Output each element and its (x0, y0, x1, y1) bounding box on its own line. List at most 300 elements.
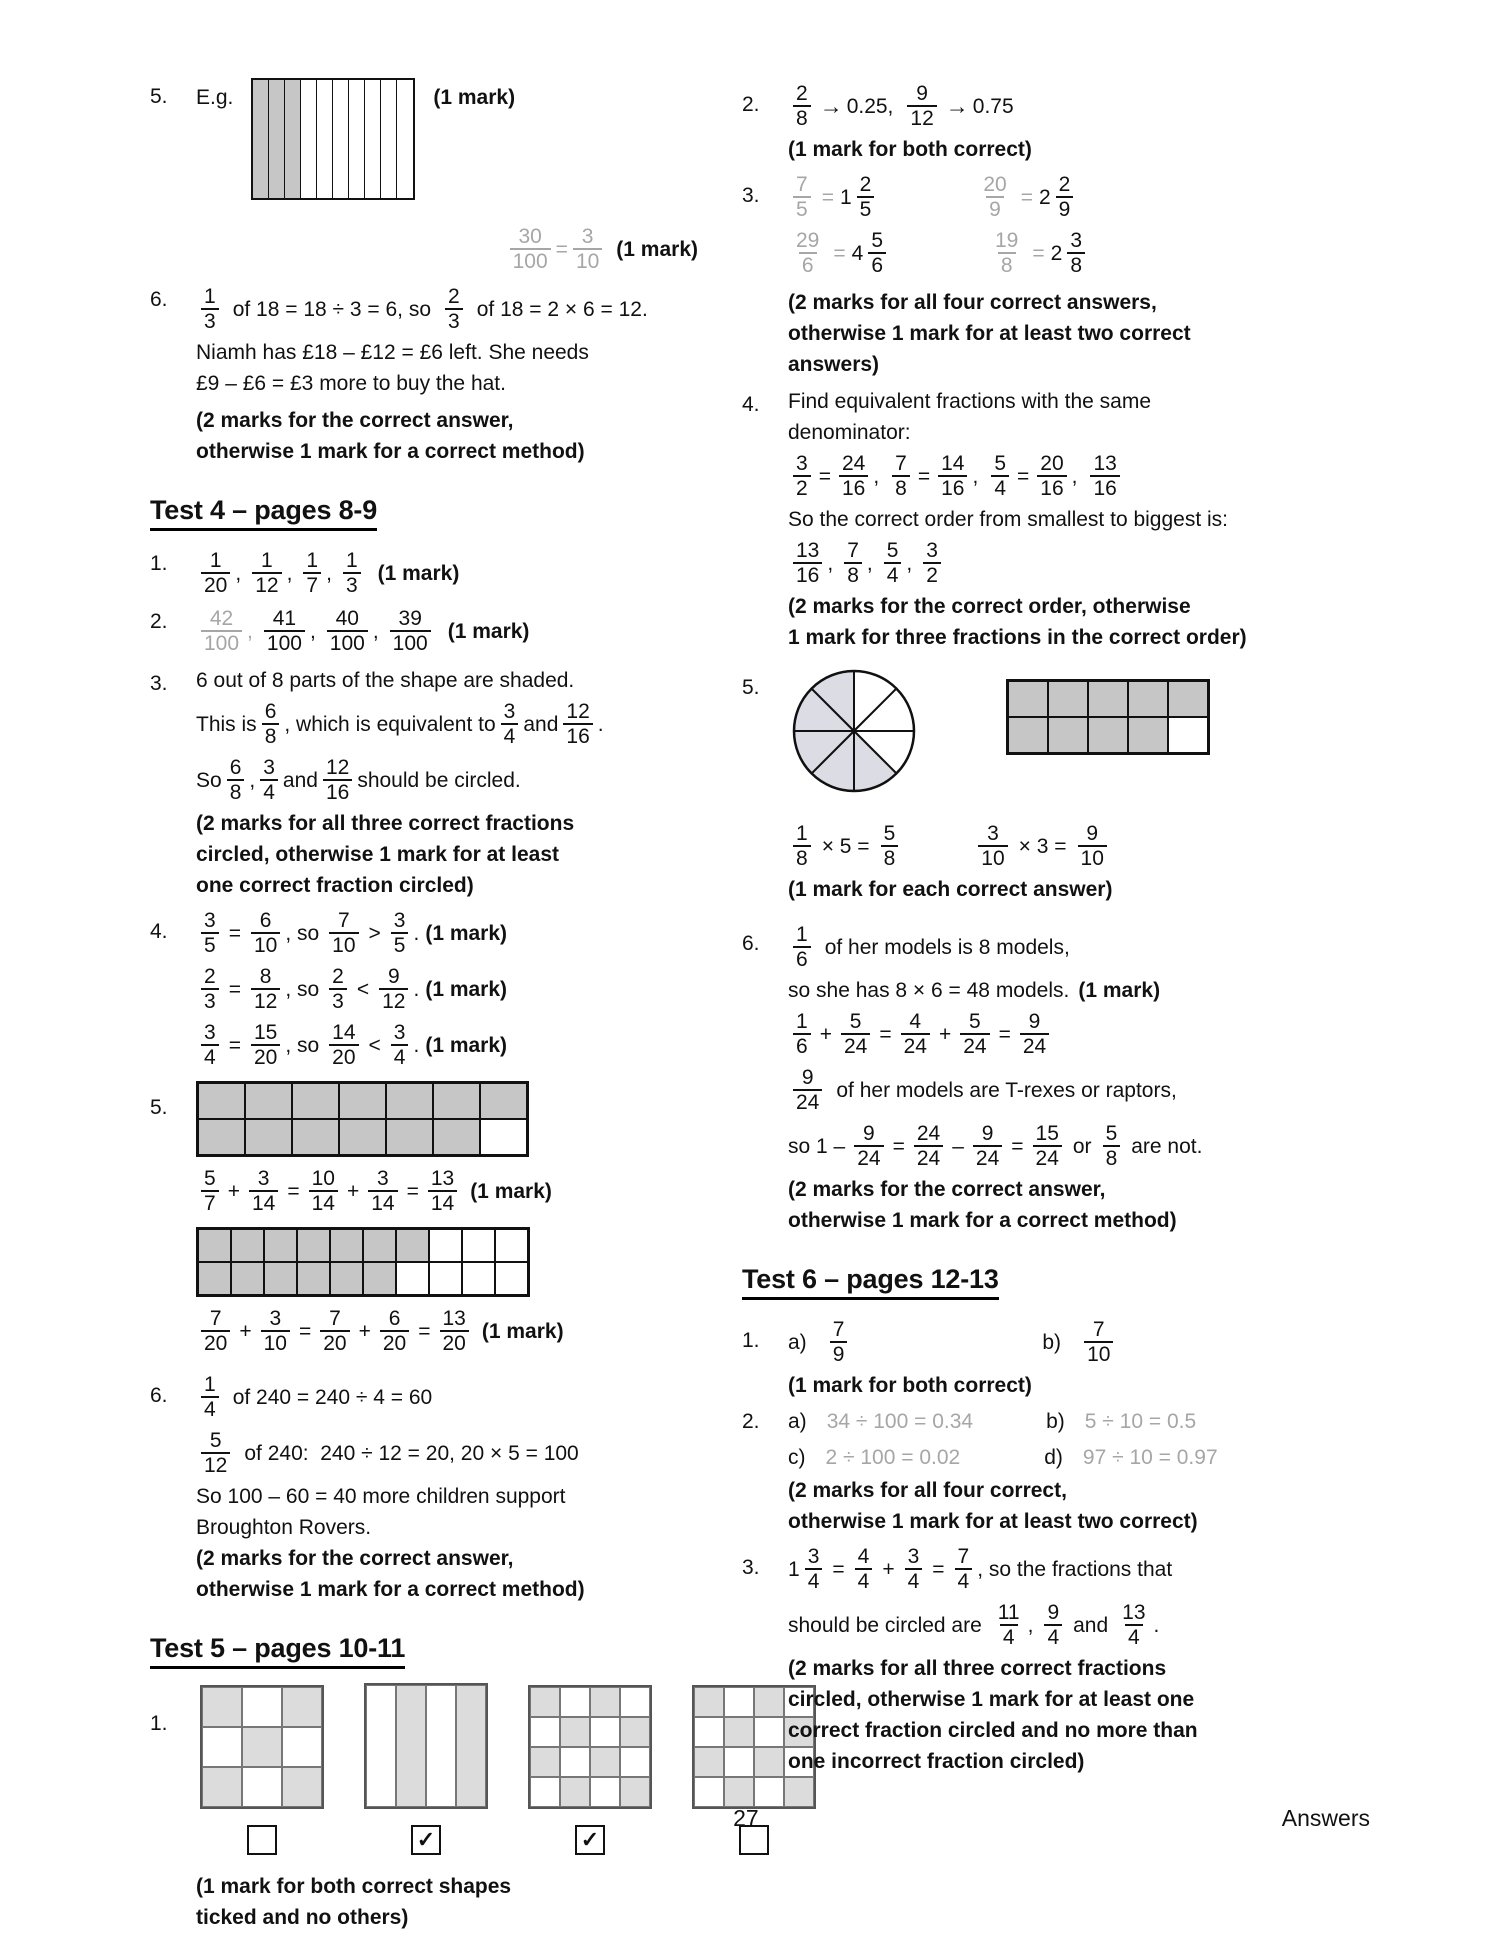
grid-cell (590, 1687, 620, 1717)
comma: , (309, 619, 316, 643)
grid-cell (530, 1717, 560, 1747)
text-segment: of 18 = 2 × 6 = 12. (476, 297, 648, 321)
test3-item-4 (742, 386, 1302, 653)
text-segment: of 18 = 18 ÷ 3 = 6, so (232, 297, 432, 321)
grid-cell (1128, 717, 1168, 753)
comma: , (1027, 1613, 1034, 1637)
grid-cell (694, 1747, 724, 1777)
fraction-7-8: $\frac{7}{8}$ (844, 540, 862, 587)
text-line: Find equivalent fractions with the same (788, 390, 1152, 413)
item-number: 2. (742, 93, 760, 116)
answer-item-5 (150, 78, 698, 273)
mark-note-line: (1 mark for both correct shapes (196, 1875, 512, 1898)
division-answer: 2 ÷ 100 = 0.02 (825, 1445, 961, 1469)
grid-cell (202, 1727, 242, 1767)
fraction-7-10: $\frac{7}{10}$ (1084, 1319, 1113, 1366)
fraction-5-6: $\frac{5}{6}$ (868, 230, 886, 277)
mark-note-line: (2 marks for the correct answer, (196, 409, 514, 432)
equals-sign: = (298, 1319, 312, 1343)
mark-label: (1 mark) (425, 977, 508, 1001)
arrow-right-icon: → (819, 92, 843, 119)
mark-note-line: otherwise 1 mark for a correct method) (788, 1209, 1177, 1232)
stripe-cell (381, 80, 397, 198)
division-answer: 97 ÷ 10 = 0.97 (1082, 1445, 1218, 1469)
fraction-1-4: $\frac{1}{4}$ (201, 1374, 219, 1421)
fraction-13-16: $\frac{13}{16}$ (1090, 453, 1119, 500)
fraction-3-4: $\frac{3}{4}$ (391, 1022, 409, 1069)
grid-cell (1088, 681, 1128, 717)
stripe-cell (301, 80, 317, 198)
fraction-13-14: $\frac{13}{14}$ (428, 1168, 457, 1215)
two-column-layout (150, 78, 1400, 1935)
equals-sign: = (998, 1022, 1011, 1046)
test4-item-1 (150, 545, 698, 601)
fraction-2-3: $\frac{2}{3}$ (329, 966, 347, 1013)
fraction-24-24: $\frac{24}{24}$ (914, 1123, 943, 1170)
equals-sign: = (833, 241, 846, 265)
item-number: 1. (150, 1712, 168, 1735)
equals-sign: = (818, 464, 831, 488)
grid-cell (480, 1083, 527, 1119)
text-line: denominator: (788, 421, 911, 444)
mark-note-line: one incorrect fraction circled) (788, 1750, 1085, 1773)
mark-note-line: one correct fraction circled) (196, 874, 474, 897)
fraction-6-10: $\frac{6}{10}$ (251, 910, 280, 957)
mixed-number-pair (987, 230, 1090, 277)
equals-sign: = (879, 1022, 892, 1046)
multiply-expression: × 3 = (1018, 834, 1067, 858)
text-segment: are not. (1131, 1134, 1203, 1158)
grid-cell (198, 1262, 231, 1295)
grid-cell (297, 1229, 330, 1262)
text-segment: so she has 8 × 6 = 48 models. (788, 979, 1070, 1002)
item-number: 6. (150, 288, 168, 311)
checkbox-option-3[interactable]: ✓ (575, 1825, 605, 1855)
fraction-1-3: $\frac{1}{3}$ (201, 286, 219, 333)
mark-label: (1 mark) (481, 1319, 564, 1343)
fraction-9-24: $\frac{9}{24}$ (1020, 1011, 1049, 1058)
fraction-12-16: $\frac{12}{16}$ (563, 701, 592, 748)
stripe-cell (253, 80, 269, 198)
item-number: 5. (150, 1096, 168, 1119)
comparison-rows (196, 905, 698, 1073)
mark-note-line: (2 marks for all three correct fractions (196, 812, 575, 835)
fraction-9-24: $\frac{9}{24}$ (854, 1123, 883, 1170)
equals-sign: = (1017, 464, 1030, 488)
item-number: 5. (742, 676, 760, 699)
stripe-cell (333, 80, 349, 198)
so-text: , so (285, 1033, 320, 1057)
grid-cell (282, 1727, 322, 1767)
comparison-operator: < (368, 1033, 381, 1057)
comma: , (372, 619, 379, 643)
equals-sign: = (228, 977, 241, 1001)
fraction-1-20: $\frac{1}{20}$ (201, 550, 230, 597)
grid-diagram-14-cells (196, 1081, 529, 1157)
grid-cell (242, 1727, 282, 1767)
item-number: 4. (150, 920, 168, 943)
comma: , (286, 561, 293, 585)
fraction-sequence (196, 603, 698, 659)
fraction-4-4: $\frac{4}{4}$ (855, 1546, 873, 1593)
fraction-7-10: $\frac{7}{10}$ (329, 910, 358, 957)
grid-cell (462, 1262, 495, 1295)
text-segment: so 1 – (788, 1134, 846, 1158)
grid-cell (694, 1687, 724, 1717)
fraction-2-8: $\frac{2}{8}$ (793, 83, 811, 130)
fraction-9-12: $\frac{9}{12}$ (907, 83, 936, 130)
comma: , (247, 619, 253, 643)
fraction-7-9: $\frac{7}{9}$ (830, 1319, 848, 1366)
period: . (413, 977, 420, 1001)
fraction-7-20: $\frac{7}{20}$ (320, 1308, 349, 1355)
test4-item-3 (150, 665, 698, 901)
plus-operator: + (819, 1022, 832, 1046)
fraction-12-16: $\frac{12}{16}$ (323, 757, 352, 804)
mark-note-line: otherwise 1 mark for at least two correct (788, 322, 1191, 345)
mark-note-line: (1 mark for each correct answer) (788, 878, 1113, 901)
checkbox-option-2[interactable]: ✓ (411, 1825, 441, 1855)
plus-operator: + (938, 1022, 952, 1046)
text-line: So 100 – 60 = 40 more children support (196, 1485, 566, 1508)
equals-sign: = (228, 1033, 241, 1057)
equals-sign: = (287, 1179, 300, 1203)
page-number: 27 (733, 1805, 759, 1831)
text-segment: should be circled. (357, 768, 521, 792)
option-label: b) (1046, 1409, 1065, 1433)
item-number: 3. (742, 1556, 760, 1579)
equals-sign: = (228, 921, 241, 945)
grid-cell (198, 1083, 245, 1119)
grid-cell (1008, 717, 1048, 753)
test6-heading: Test 6 – pages 12-13 (742, 1264, 999, 1300)
fraction-1-12: $\frac{1}{12}$ (252, 550, 281, 597)
grid-cell (1048, 681, 1088, 717)
text-line: So the correct order from smallest to biggest is: (788, 508, 1229, 531)
mark-note-line: circled, otherwise 1 mark for at least (196, 843, 559, 866)
circled-fractions-row (788, 1597, 1302, 1653)
equals-sign: = (932, 1557, 945, 1581)
grid-cell (339, 1083, 386, 1119)
comma: , (326, 561, 332, 585)
grid-cell (1168, 717, 1208, 753)
fraction-20-16: $\frac{20}{16}$ (1037, 453, 1066, 500)
equals-sign: = (418, 1319, 431, 1343)
grid-cell (363, 1229, 396, 1262)
plus-operator: + (227, 1179, 240, 1203)
equals-sign: = (832, 1557, 845, 1581)
grid-cell (480, 1119, 527, 1155)
comparison-row (196, 905, 698, 961)
text-line: Broughton Rovers. (196, 1516, 372, 1539)
fraction-3-4: $\frac{3}{4}$ (260, 757, 278, 804)
equals-sign: = (1020, 185, 1033, 209)
fraction-subtraction-row (788, 1118, 1302, 1174)
grid-cell (620, 1777, 650, 1807)
text-segment: or (1072, 1134, 1092, 1158)
grid-cell (754, 1777, 784, 1807)
test4-item-5 (150, 1081, 698, 1359)
stripe-cell (317, 80, 333, 198)
fraction-1-8: $\frac{1}{8}$ (793, 823, 811, 870)
fraction-7-8: $\frac{7}{8}$ (892, 453, 910, 500)
grid-cell (396, 1229, 429, 1262)
grid-cell (456, 1685, 486, 1807)
grid-cell (1168, 681, 1208, 717)
fraction-3-4: $\frac{3}{4}$ (805, 1546, 823, 1593)
text-segment: So (196, 768, 222, 792)
fraction-3-4: $\frac{3}{4}$ (201, 1022, 219, 1069)
grid-cell (363, 1262, 396, 1295)
item-number: 5. (150, 85, 168, 108)
plus-operator: + (239, 1319, 252, 1343)
fraction-3-14: $\frac{3}{14}$ (368, 1168, 397, 1215)
grid-cell (202, 1687, 242, 1727)
item-number: 1. (742, 1329, 760, 1352)
fraction-42-100: $\frac{42}{100}$ (201, 608, 242, 655)
test6-item-2 (742, 1403, 1302, 1537)
comma: , (249, 768, 256, 792)
test6-item-3 (742, 1541, 1302, 1777)
item-number: 2. (742, 1410, 760, 1433)
answer-item-6 (150, 281, 698, 467)
mark-label: (1 mark) (377, 561, 460, 585)
fraction-11-4: $\frac{11}{4}$ (997, 1600, 1020, 1649)
fraction-5-24: $\frac{5}{24}$ (841, 1011, 870, 1058)
fraction-30-100: $\frac{30}{100}$ (510, 226, 551, 273)
grid-cell (530, 1777, 560, 1807)
grid-cell (297, 1262, 330, 1295)
fraction-5-24: $\frac{5}{24}$ (960, 1011, 989, 1058)
fraction-1-3: $\frac{1}{3}$ (343, 550, 361, 597)
test3-item-6 (742, 919, 1302, 1236)
item-number: 6. (150, 1384, 168, 1407)
mark-note-line: answers) (788, 353, 880, 376)
page-footer (0, 1805, 1500, 1832)
equals-sign: = (917, 464, 931, 488)
comma: , (972, 464, 979, 488)
text-segment: of 240 = 240 ÷ 4 = 60 (232, 1385, 433, 1409)
fraction-3-4: $\frac{3}{4}$ (905, 1546, 923, 1593)
fraction-3-14: $\frac{3}{14}$ (249, 1168, 278, 1215)
stripe-cell (269, 80, 285, 198)
fraction-2-5: $\frac{2}{5}$ (857, 174, 875, 221)
arrow-right-icon: → (945, 92, 969, 119)
right-column (742, 78, 1302, 1779)
grid-cell (590, 1777, 620, 1807)
grid-cell (429, 1262, 462, 1295)
item-number: 4. (742, 393, 760, 416)
fraction-sequence (196, 545, 698, 601)
mark-note-line: 1 mark for three fractions in the correct order) (788, 626, 1247, 649)
text-segment: of her models are T-rexes or raptors, (836, 1078, 1177, 1102)
grid-cell (433, 1083, 480, 1119)
fraction-3-2: $\frac{3}{2}$ (793, 453, 811, 500)
fraction-2-3: $\frac{2}{3}$ (445, 286, 463, 333)
fraction-13-4: $\frac{13}{4}$ (1122, 1600, 1146, 1649)
decimal-value: 0.75 (972, 94, 1014, 118)
grid-diagram-1-wrap (196, 1081, 698, 1157)
comma: , (827, 551, 834, 575)
fraction-5-8: $\frac{5}{8}$ (1103, 1123, 1121, 1170)
fraction-5-4: $\frac{5}{4}$ (884, 540, 902, 587)
grid-cell (560, 1717, 590, 1747)
shape-grid-2 (364, 1683, 488, 1809)
grid-cell (590, 1747, 620, 1777)
text-segment: of 240: 240 ÷ 12 = 20, 20 × 5 = 100 (244, 1441, 579, 1465)
option-label-b: b) (1042, 1330, 1062, 1354)
so-text: , so (285, 977, 320, 1001)
mark-note-line: (2 marks for the correct answer, (788, 1178, 1106, 1201)
eg-label: E.g. (196, 86, 234, 109)
fraction-equation (196, 1163, 698, 1219)
grid-cell (245, 1119, 292, 1155)
mark-label: (1 mark) (425, 1033, 508, 1057)
fraction-40-100: $\frac{40}{100}$ (327, 608, 368, 655)
text-line: £9 – £6 = £3 more to buy the hat. (196, 372, 506, 395)
fraction-13-20: $\frac{13}{20}$ (440, 1308, 469, 1355)
mixed-number-pair (788, 230, 891, 277)
grid-cell (429, 1229, 462, 1262)
grid-cell (330, 1229, 363, 1262)
grid-cell (560, 1777, 590, 1807)
grid-cell (386, 1119, 433, 1155)
fraction-7-5: $\frac{7}{5}$ (793, 174, 811, 221)
stripe-cell (285, 80, 301, 198)
fraction-7-4: $\frac{7}{4}$ (955, 1546, 973, 1593)
whole-number: 4 (851, 241, 864, 265)
equals-sign: = (821, 185, 834, 209)
mark-note-line: (1 mark for both correct) (788, 138, 1032, 161)
grid-cell (231, 1262, 264, 1295)
grid-cell (426, 1685, 456, 1807)
fraction-3-5: $\frac{3}{5}$ (391, 910, 409, 957)
mixed-number-pair (975, 174, 1078, 221)
comma: , (235, 561, 242, 585)
fraction-9-12: $\frac{9}{12}$ (379, 966, 408, 1013)
fraction-3-10: $\frac{3}{10}$ (978, 823, 1007, 870)
grid-cell (620, 1747, 650, 1777)
decimal-value: 0.25, (846, 94, 894, 118)
fraction-3-10: $\frac{3}{10}$ (573, 226, 602, 273)
mark-note-line: (2 marks for the correct order, otherwise (788, 595, 1191, 618)
division-answers-grid (788, 1403, 1302, 1475)
grid-cell (242, 1687, 282, 1727)
mark-label: (1 mark) (433, 86, 516, 109)
mark-note-line: (2 marks for the correct answer, (196, 1547, 514, 1570)
fraction-24-16: $\frac{24}{16}$ (839, 453, 868, 500)
fraction-2-3: $\frac{2}{3}$ (201, 966, 219, 1013)
option-label: a) (788, 1409, 807, 1433)
grid-cell (396, 1262, 429, 1295)
ordered-fractions-row (788, 535, 1302, 591)
test4-item-6 (150, 1369, 698, 1605)
fraction-2-9: $\frac{2}{9}$ (1056, 174, 1074, 221)
grid-cell (620, 1687, 650, 1717)
test4-heading: Test 4 – pages 8-9 (150, 495, 377, 531)
plus-operator: + (346, 1179, 360, 1203)
division-answer: 34 ÷ 100 = 0.34 (826, 1409, 974, 1433)
fraction-5-4: $\frac{5}{4}$ (991, 453, 1009, 500)
item-number: 2. (150, 610, 168, 633)
fraction-7-20: $\frac{7}{20}$ (201, 1308, 230, 1355)
grid-cell (330, 1262, 363, 1295)
mark-note-line: ticked and no others) (196, 1906, 409, 1929)
fraction-3-5: $\frac{3}{5}$ (201, 910, 219, 957)
comma: , (906, 551, 913, 575)
plus-operator: + (358, 1319, 371, 1343)
fraction-equation-right (973, 818, 1112, 874)
shape-option (528, 1685, 652, 1809)
equals-sign: = (555, 238, 568, 261)
grid-cell (245, 1083, 292, 1119)
pie-diagram-eighths (788, 665, 920, 806)
fraction-39-100: $\frac{39}{100}$ (390, 608, 431, 655)
mark-label: (1 mark) (425, 921, 508, 945)
stripe-cell (349, 80, 365, 198)
fraction-6-20: $\frac{6}{20}$ (380, 1308, 409, 1355)
fraction-41-100: $\frac{41}{100}$ (264, 608, 305, 655)
fraction-20-9: $\frac{20}{9}$ (983, 172, 1007, 221)
grid-diagram-2-wrap (196, 1227, 698, 1297)
shape-grid-3 (528, 1685, 652, 1809)
grid-cell (198, 1229, 231, 1262)
grid-cell (292, 1119, 339, 1155)
grid-cell (590, 1717, 620, 1747)
text-line: Niamh has £18 – £12 = £6 left. She needs (196, 341, 589, 364)
grid-cell (1128, 681, 1168, 717)
test6-heading-wrap (742, 1238, 1302, 1314)
shape-grid-1 (200, 1685, 324, 1809)
minus-operator: – (952, 1134, 964, 1158)
fraction-5-12: $\frac{5}{12}$ (201, 1430, 230, 1477)
fraction-15-20: $\frac{15}{20}$ (251, 1022, 280, 1069)
equals-sign: = (1032, 241, 1045, 265)
grid-cell (560, 1747, 590, 1777)
fraction-3-4: $\frac{3}{4}$ (501, 701, 519, 748)
mark-note-line: otherwise 1 mark for at least two correct) (788, 1510, 1198, 1533)
item-number: 1. (150, 552, 168, 575)
division-answer: 5 ÷ 10 = 0.5 (1084, 1409, 1197, 1433)
period: . (413, 921, 420, 945)
grid-cell (620, 1717, 650, 1747)
comma: , (873, 464, 880, 488)
comparison-operator: < (356, 977, 370, 1001)
grid-cell (396, 1685, 426, 1807)
item-number: 6. (742, 932, 760, 955)
fraction-9-10: $\frac{9}{10}$ (1078, 823, 1107, 870)
plus-operator: + (882, 1557, 895, 1581)
fraction-9-24: $\frac{9}{24}$ (793, 1067, 822, 1114)
equals-sign: = (1011, 1134, 1024, 1158)
grid-cell (495, 1262, 528, 1295)
grid-diagram-20-cells (196, 1227, 530, 1297)
fraction-19-8: $\frac{19}{8}$ (995, 228, 1019, 277)
grid-cell (724, 1777, 754, 1807)
mixed-number-row (788, 169, 1302, 225)
comparison-row (196, 1017, 698, 1073)
whole-number: 1 (788, 1557, 800, 1581)
fraction-29-6: $\frac{29}{6}$ (796, 228, 820, 277)
mark-label: (1 mark) (447, 619, 530, 643)
mark-label: (1 mark) (470, 1179, 552, 1203)
grid-cell (433, 1119, 480, 1155)
mixed-number-conversions (788, 169, 1302, 281)
mark-label: (1 mark) (616, 238, 698, 261)
grid-cell (530, 1687, 560, 1717)
text-segment: of her models is 8 models, (824, 935, 1070, 959)
fraction-3-8: $\frac{3}{8}$ (1067, 230, 1085, 277)
